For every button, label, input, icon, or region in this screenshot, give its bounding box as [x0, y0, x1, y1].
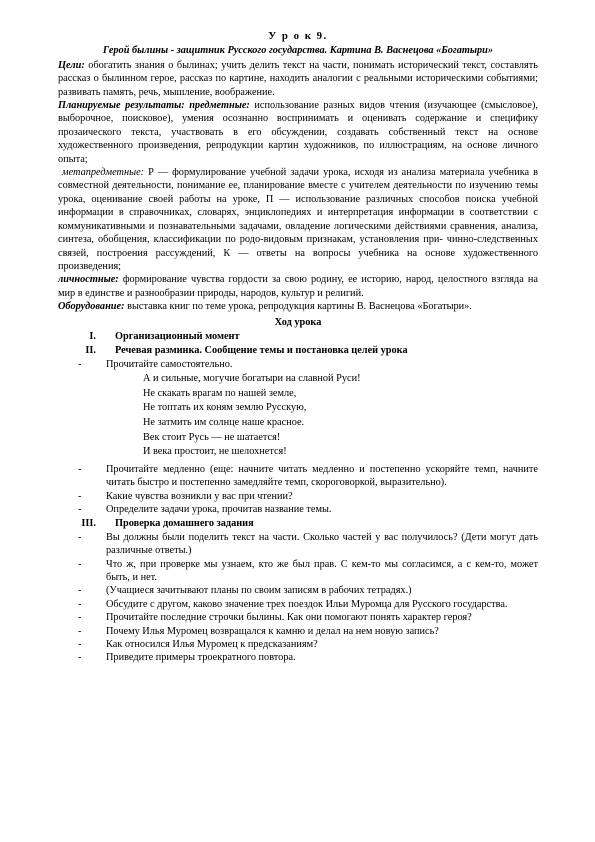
list-item: - (Учащиеся зачитывают планы по своим записям в рабочих тетрадях.) — [78, 585, 412, 597]
poem-line: Не топтать их коням землю Русскую, — [143, 402, 307, 414]
poem-line: Не скакать врагам по нашей земле, — [143, 387, 297, 399]
equipment-label: Оборудование: — [58, 301, 125, 313]
poem-line: А и сильные, могучие богатыри на славной Руси! — [143, 373, 361, 385]
personal-results-text: формирование чувства гордости за свою родину, ее историю, народ, целостного взгляда на мир в единстве и разнообразии природы, народов, культур и религий. — [58, 274, 538, 299]
list-item: - Как относился Илья Муромец к предсказаниям? — [78, 639, 318, 650]
meta-results-paragraph — [58, 166, 538, 273]
task-list — [58, 531, 538, 665]
lesson-title: У р о к 9. — [268, 30, 328, 42]
poem-line: Не затмить им солнце наше красное. — [143, 416, 305, 428]
list-item: - Приведите примеры троекратного повтора. — [78, 652, 296, 664]
equipment-text: выставка книг по теме урока, репродукция картины В. Васнецова «Богатыри». — [124, 301, 472, 313]
goals-text: обогатить знания о былинах; учить делить текст на части, понимать исторический текст, составлять рассказ о былинном герое, рассказ по картине, находить аналогии с реальными историческими событиями; развивать память, речь, мышление, воображение. — [58, 59, 538, 98]
section-heading — [58, 330, 538, 343]
poem — [143, 372, 538, 460]
section-title: Проверка домашнего задания — [115, 518, 254, 530]
meta-results-text: Р — формулирование учебной задачи урока, исходя из анализа материала учебника в совместной деятельности, понимание ее, планирование вместе с учителем деятельности по изучению темы урока, оценивание своей работы на уроке, П — использование различных способов поиска учебной информации в справочниках, словарях, энциклопедиях и интерпретация информации в соответствии с коммуникативными и познавательными задачами, овладение логическими действиями сравнения, анализа, синтеза, обобщения, классификации по родо-видовым признакам, установления при- чинно-следственных связей, построения рассуждений, К — ответы на вопросы учебника на основе художественного произведения; — [58, 167, 538, 272]
list-item: - Что ж, при проверке мы узнаем, кто же был прав. С кем-то мы согласимся, а с кем-то, может быть, и нет. — [78, 558, 538, 583]
list-item: - Обсудите с другом, каково значение трех поездок Ильи Муромца для Русского государства. — [78, 598, 508, 610]
personal-results-label: личностные: — [58, 274, 119, 286]
meta-results-label: метапредметные: — [62, 167, 145, 179]
equipment-paragraph — [58, 300, 538, 313]
personal-results-paragraph — [58, 273, 538, 300]
section-heading — [58, 517, 538, 530]
list-item: - Прочитайте самостоятельно. — [78, 358, 233, 370]
goals-label: Цели: — [58, 59, 85, 71]
list-item: - Вы должны были поделить текст на части. Сколько частей у вас получилось? (Дети могут дать различные ответы.) — [78, 531, 538, 557]
lesson-topic: Герой былины - защитник Русского государства. Картина В. Васнецова «Богатыри» — [102, 45, 494, 57]
section-title: Организационный момент — [115, 330, 240, 342]
poem-line: И века простоит, не шелохнется! — [143, 446, 287, 458]
section-number: III. — [81, 518, 96, 530]
planned-results-text: использование разных видов чтения (изучающее (смысловое), выборочное, поисковое), умения осознанно воспринимать и оценивать содержание и специфику прозаического текста, участвовать в его обсуждении, создавать собственный текст на основе художественного произведения, репродукции картин художников, по иллюстрациям, на основе личного опыта; — [58, 100, 538, 165]
list-item: - Прочитайте медленно (еще: начните читать медленно и постепенно ускоряйте темп, начните читать быстро и постепенно замедляйте темп, скороговоркой, выразительно). — [78, 463, 538, 489]
list-item: - Почему Илья Муромец возвращался к камню и делал на нем новую запись? — [78, 625, 439, 637]
list-item: - Какие чувства возникли у вас при чтении? — [78, 490, 293, 502]
poem-line: Век стоит Русь — не шатается! — [143, 431, 281, 443]
planned-results-label: Планируемые результаты: предметные: — [58, 100, 250, 112]
list-item: - Определите задачи урока, прочитав название темы. — [78, 503, 332, 515]
task-list — [58, 463, 538, 517]
section-heading — [58, 344, 538, 357]
section-title: Речевая разминка. Сообщение темы и постановка целей урока — [115, 345, 408, 357]
task-list — [58, 358, 538, 371]
section-number: I. — [89, 330, 96, 342]
course-title: Ход урока — [274, 316, 322, 328]
planned-results-paragraph — [58, 99, 538, 166]
document-page — [58, 30, 538, 665]
section-number: II. — [85, 345, 96, 357]
list-item: - Прочитайте последние строчки былины. Как они помогают понять характер героя? — [78, 612, 472, 624]
goals-paragraph — [58, 59, 538, 99]
